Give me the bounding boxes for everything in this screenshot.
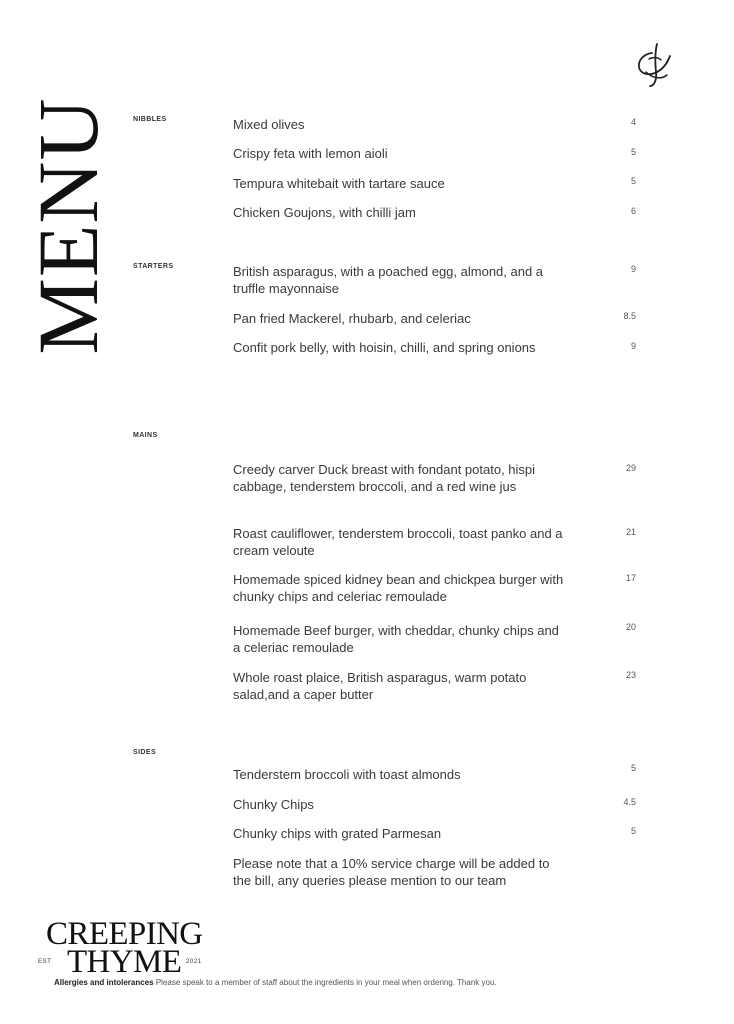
brand-logo [36,916,210,978]
allergy-note [54,978,614,987]
brand-name-line2: THYME [67,944,182,980]
menu-item-name: Chunky Chips [233,797,314,812]
menu-item-price: 5 [630,826,636,836]
menu-item-name: British asparagus, with a poached egg, almond, and a truffle mayonnaise [233,264,544,296]
menu-item-name: Creedy carver Duck breast with fondant potato, hispi cabbage, tenderstem broccoli, and a red wine jus [233,462,536,494]
section-label-mains: MAINS [133,432,158,439]
menu-item-price: 6 [630,206,636,216]
menu-item-name: Chunky chips with grated Parmesan [233,826,442,841]
menu-item-price: 9 [630,341,636,351]
est-year: 2021 [186,959,202,965]
section-label-sides: SIDES [133,749,157,756]
menu-item-price: 5 [630,763,636,773]
menu-item-price: 29 [625,463,636,473]
menu-item-price: 17 [625,573,636,583]
section-label-nibbles: NIBBLES [133,116,167,123]
service-charge-note: Please note that a 10% service charge will be added to the bill, any queries please mention to our team [233,856,550,888]
menu-item-price: 8.5 [623,311,636,321]
est-label: EST [38,959,52,965]
allergy-text: Please speak to a member of staff about the ingredients in your meal when ordering. Thank you. [155,978,497,987]
section-label-starters: STARTERS [133,263,174,270]
menu-item-price: 21 [625,527,636,537]
menu-item-name: Whole roast plaice, British asparagus, warm potato salad,and a caper butter [233,670,527,702]
menu-item-price: 5 [630,176,636,186]
menu-item-price: 4.5 [623,797,636,807]
menu-item-name: Chicken Goujons, with chilli jam [233,205,416,220]
menu-item-price: 23 [625,670,636,680]
menu-item-name: Tenderstem broccoli with toast almonds [233,767,461,782]
menu-item-name: Pan fried Mackerel, rhubarb, and celeriac [233,311,471,326]
menu-item-price: 20 [625,622,636,632]
menu-item-name: Roast cauliflower, tenderstem broccoli, toast panko and a cream veloute [233,526,563,558]
menu-item-name: Mixed olives [233,117,305,132]
menu-item-price: 4 [630,117,636,127]
brand-name-line1: CREEPING [46,916,203,952]
monogram-logo-icon [634,42,674,88]
menu-item-name: Tempura whitebait with tartare sauce [233,176,445,191]
menu-item-price: 5 [630,147,636,157]
allergy-label: Allergies and intolerances [54,978,154,987]
menu-item-name: Crispy feta with lemon aioli [233,146,388,161]
menu-item-name: Confit pork belly, with hoisin, chilli, and spring onions [233,340,536,355]
menu-item-price: 9 [630,264,636,274]
menu-item-name: Homemade spiced kidney bean and chickpea burger with chunky chips and celeriac remoulade [233,572,564,604]
menu-title: MENU [20,97,116,355]
menu-item-name: Homemade Beef burger, with cheddar, chunky chips and a celeriac remoulade [233,623,559,655]
